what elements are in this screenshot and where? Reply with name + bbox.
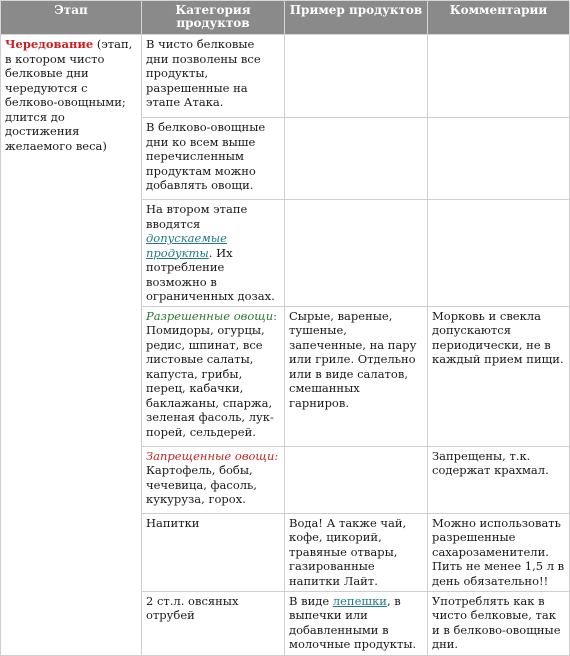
category-text: На втором этапе вводятся <box>146 202 248 231</box>
example-cell <box>285 591 428 655</box>
forbidden-vegetables-label: Запрещенные овощи: <box>146 448 279 463</box>
comment-cell: Употреблять как в чисто белковые, так и в белково-овощные дни. <box>428 591 570 655</box>
category-cell: 2 ст.л. овсяных отрубей <box>142 591 285 655</box>
allowed-vegetables-list: Помидоры, огурцы, редис, шпинат, все листовые салаты, капуста, грибы, перец, кабачки, баклажаны, спаржа, зеленая фасоль, лук-порей, сельдерей. <box>146 323 274 439</box>
comment-cell <box>428 35 570 118</box>
header-category: Категория продуктов <box>142 1 285 35</box>
example-text: , в выпечки или добавленными в молочные продукты. <box>289 593 417 651</box>
example-text: В виде <box>289 593 333 608</box>
category-cell <box>142 306 285 446</box>
example-cell: Вода! А также чай, кофе, цикорий, травяные отвары, газированные напитки Лайт. <box>285 513 428 591</box>
allowed-vegetables-label: Разрешенные овощи <box>146 308 274 323</box>
allowed-products-link[interactable]: допускаемые продукты <box>146 231 227 260</box>
comment-cell: Морковь и свекла допускаются периодически, не в каждый прием пищи. <box>428 306 570 446</box>
example-cell <box>285 118 428 200</box>
comment-cell: Можно использовать разрешенные сахарозаменители. Пить не менее 1,5 л в день обязательно!! <box>428 513 570 591</box>
flatbread-link[interactable]: лепешки <box>332 593 387 608</box>
header-example: Пример продуктов <box>285 1 428 35</box>
example-cell <box>285 35 428 118</box>
table-row <box>1 35 570 118</box>
comment-cell: Запрещены, т.к. содержат крахмал. <box>428 446 570 513</box>
stage-description: (этап, в котором чисто белковые дни чередуются с белково-овощными; длится до достижения желаемого веса) <box>5 37 133 153</box>
category-cell: Напитки <box>142 513 285 591</box>
header-comments: Комментарии <box>428 1 570 35</box>
example-cell: Сырые, вареные, тушеные, запеченные, на пару или гриле. Отдельно или в виде салатов, смешанных гарниров. <box>285 306 428 446</box>
category-cell: В чисто белковые дни позволены все продукты, разрешенные на этапе Атака. <box>142 35 285 118</box>
comment-cell <box>428 200 570 307</box>
example-cell <box>285 446 428 513</box>
stage-title: Чередование <box>5 37 94 51</box>
header-row <box>1 1 570 35</box>
allowed-vegetables-colon: : <box>273 308 278 323</box>
forbidden-vegetables-list: Картофель, бобы, чечевица, фасоль, кукуруза, горох. <box>146 463 257 506</box>
stage-cell <box>1 35 142 656</box>
header-stage: Этап <box>1 1 142 35</box>
comment-cell <box>428 118 570 200</box>
category-cell: В белково-овощные дни ко всем выше перечисленным продуктам можно добавлять овощи. <box>142 118 285 200</box>
category-cell <box>142 200 285 307</box>
category-text: . Их потребление возможно в ограниченных дозах. <box>146 245 275 303</box>
category-cell <box>142 446 285 513</box>
example-cell <box>285 200 428 307</box>
